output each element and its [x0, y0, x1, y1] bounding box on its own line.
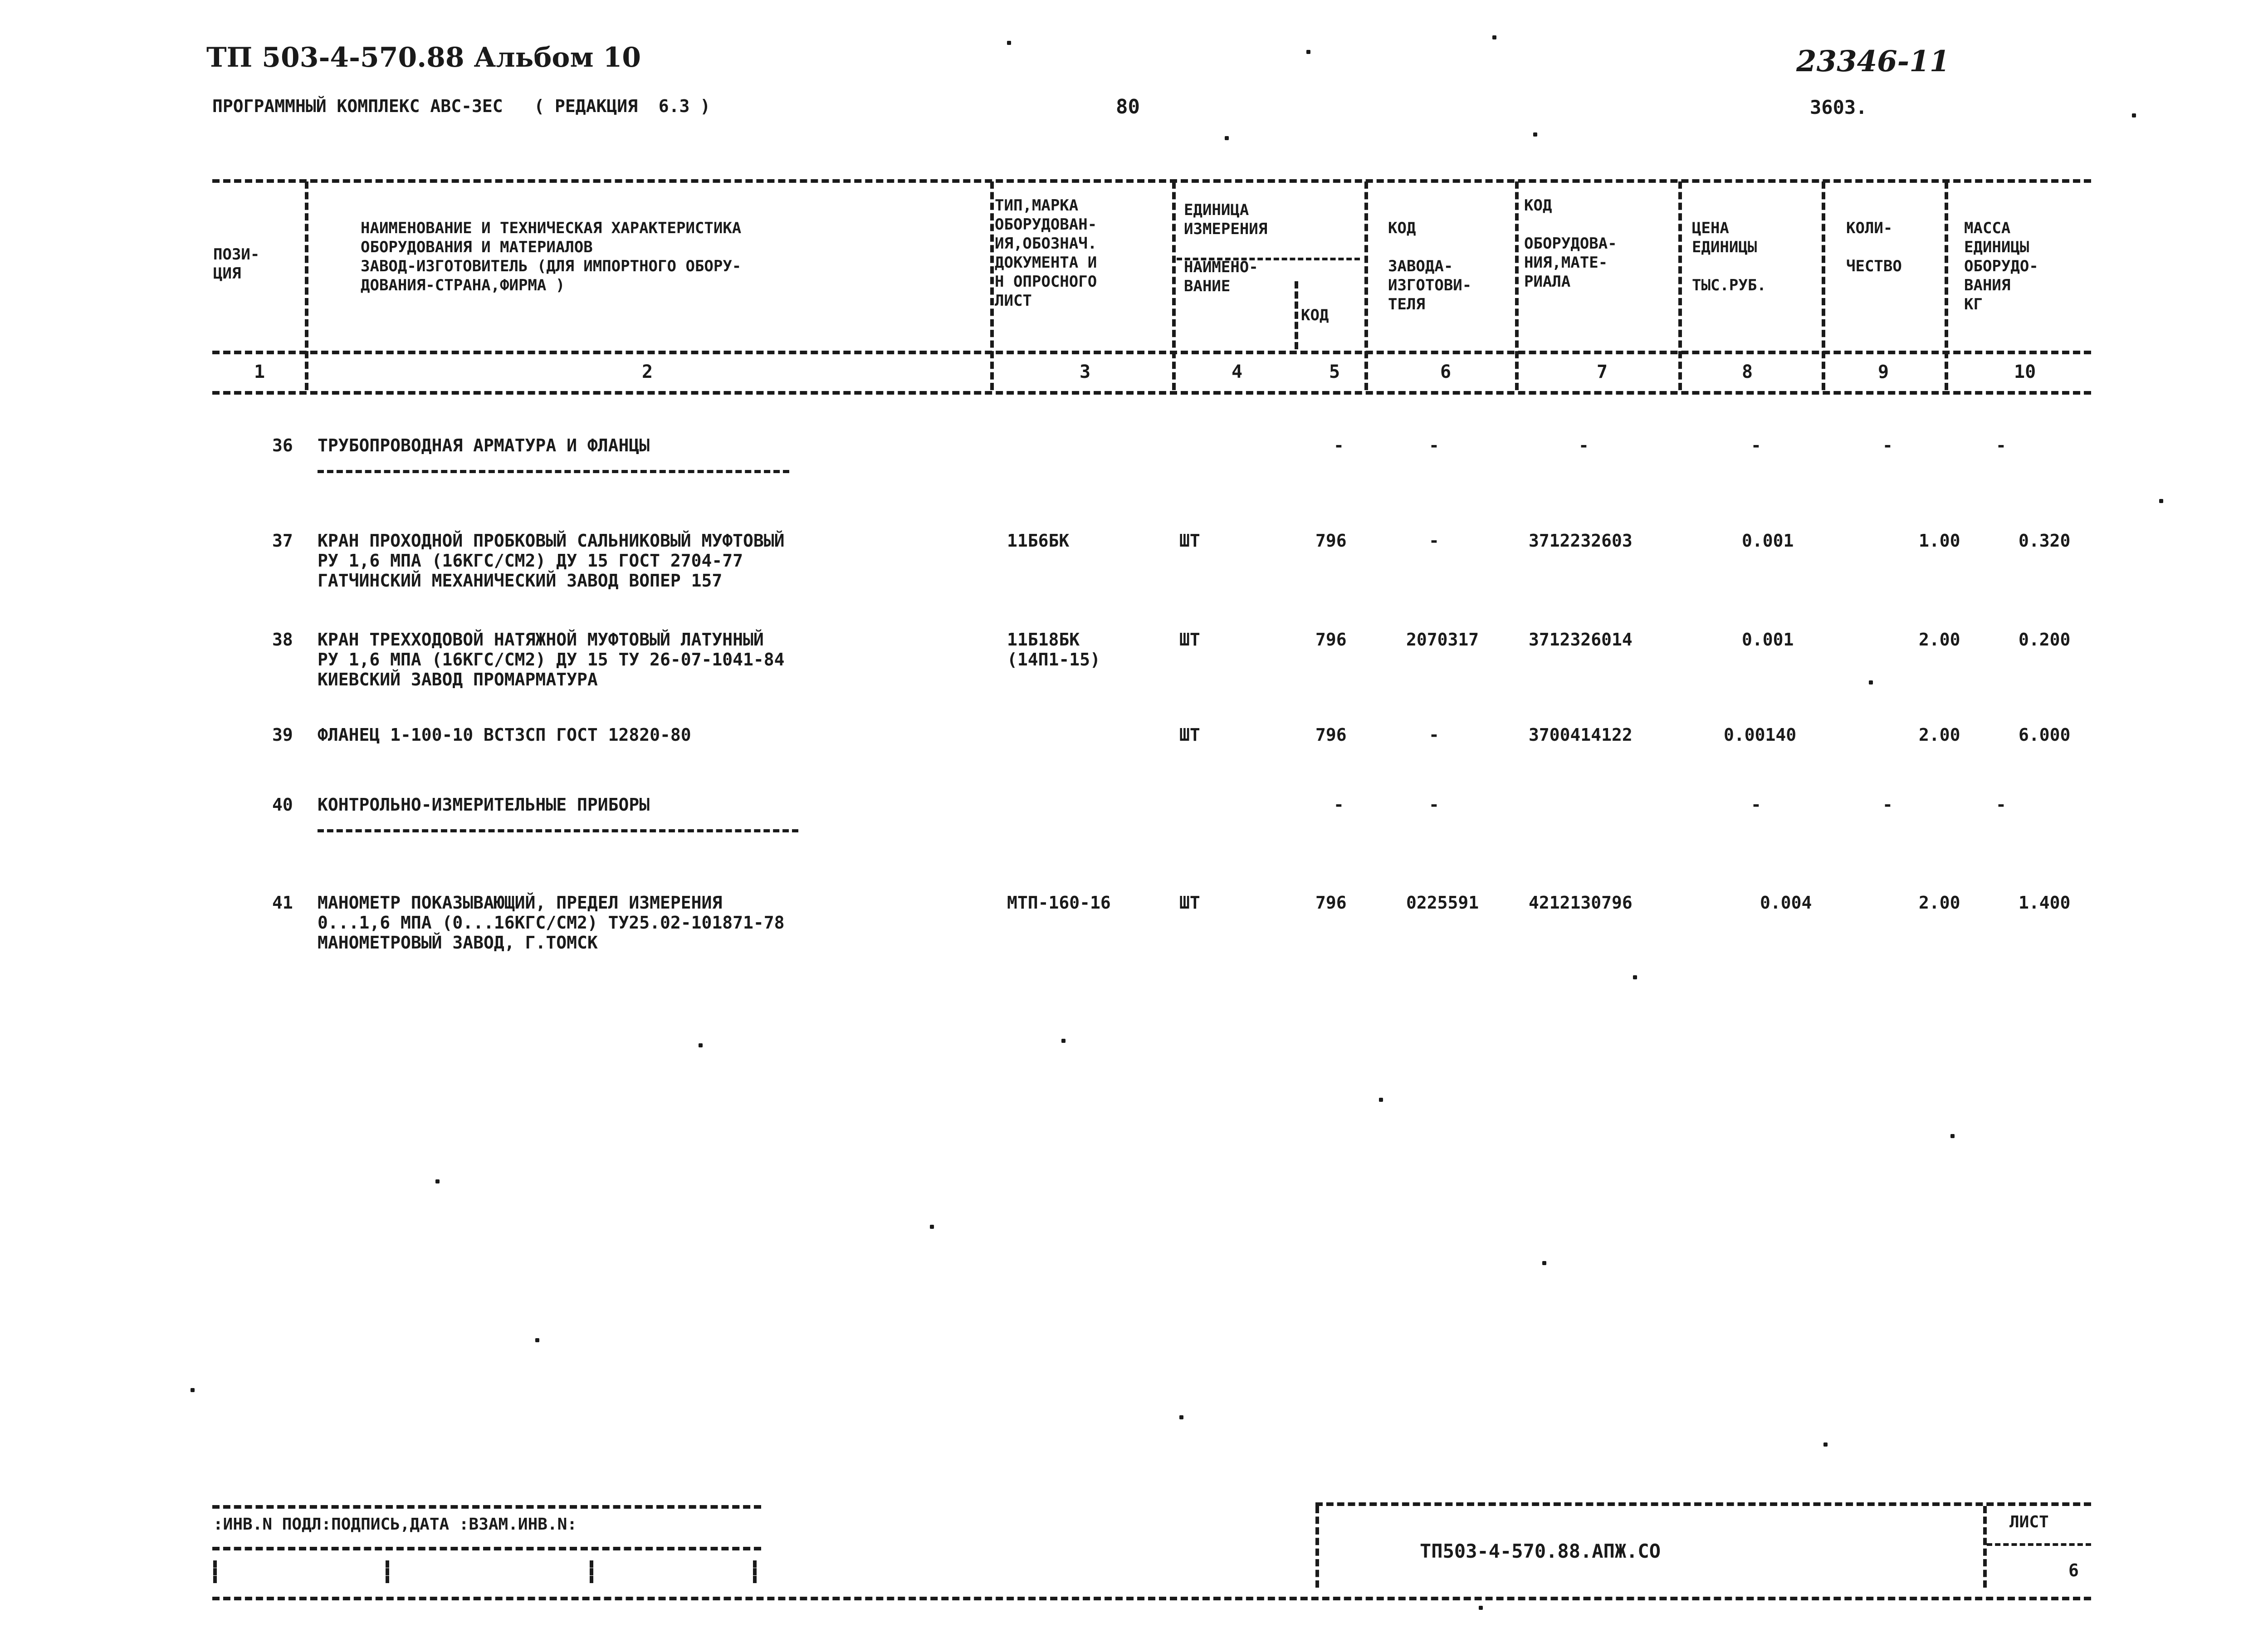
scan-speck — [1179, 1415, 1183, 1419]
header-mass: МАССА ЕДИНИЦЫ ОБОРУДО- ВАНИЯ КГ — [1964, 219, 2038, 313]
stamp-left-mid-rule — [212, 1547, 761, 1550]
column-number: 4 — [1232, 362, 1243, 382]
scan-speck — [435, 1179, 440, 1183]
column-number: 9 — [1878, 362, 1889, 382]
title-block-doc-code: ТП503-4-570.88.АПЖ.СО — [1420, 1540, 1661, 1562]
stamp-left-header: :ИНВ.N ПОДЛ:ПОДПИСЬ,ДАТА :ВЗАМ.ИНВ.N: — [213, 1515, 577, 1534]
stamp-left-top-rule — [212, 1505, 761, 1509]
row-equip-code: 3712326014 — [1529, 630, 1633, 650]
scan-speck — [191, 1388, 195, 1392]
col-sep-2 — [990, 181, 994, 390]
row-name: КРАН ТРЕХХОДОВОЙ НАТЯЖНОЙ МУФТОВЫЙ ЛАТУННЫЙ РУ 1,6 МПА (16КГС/СМ2) ДУ 15 ТУ 26-07-1041-84 КИЕВСКИЙ ЗАВОД ПРОМАРМАТУРА — [318, 630, 785, 689]
scan-speck — [1225, 136, 1229, 140]
sheet-code: 3603. — [1810, 96, 1867, 118]
section-position: 36 — [272, 435, 293, 455]
scan-speck — [2132, 113, 2136, 117]
row-qty: 2.00 — [1919, 630, 1960, 650]
row-position: 41 — [272, 893, 293, 913]
scan-speck — [2159, 499, 2163, 503]
document-code: ТП 503-4-570.88 Альбом 10 — [206, 42, 641, 73]
section-dash: - — [1334, 795, 1344, 815]
section-dash: - — [1996, 795, 2006, 815]
row-plant-code: - — [1429, 531, 1439, 551]
scan-speck — [1533, 132, 1537, 137]
scan-speck — [1492, 35, 1496, 39]
col-sep-6 — [1678, 181, 1682, 390]
row-mass: 1.400 — [2019, 893, 2071, 913]
row-mass: 0.320 — [2019, 531, 2071, 551]
stamp-left-sep — [590, 1560, 593, 1583]
section-dash: - — [1334, 435, 1344, 455]
section-dash: - — [1882, 435, 1893, 455]
stamp-left-sep — [753, 1560, 757, 1583]
scan-speck — [699, 1043, 703, 1047]
col-sep-3 — [1172, 181, 1176, 390]
section-title: ТРУБОПРОВОДНАЯ АРМАТУРА И ФЛАНЦЫ — [318, 435, 650, 455]
header-unit: ЕДИНИЦА ИЗМЕРЕНИЯ НАИМЕНО- ВАНИЕ — [1184, 201, 1268, 295]
scan-speck — [1633, 975, 1637, 979]
row-type: 11Б18БК (14П1-15) — [1007, 630, 1100, 670]
row-type: МТП-160-16 — [1007, 893, 1111, 913]
col-sep-1 — [305, 181, 308, 390]
column-number: 10 — [2014, 362, 2036, 382]
row-qty: 1.00 — [1919, 531, 1960, 551]
section-dash: - — [1751, 795, 1761, 815]
stamp-left-sep — [386, 1560, 389, 1583]
section-title: КОНТРОЛЬНО-ИЗМЕРИТЕЛЬНЫЕ ПРИБОРЫ — [318, 795, 650, 815]
row-unit: ШТ — [1179, 893, 1200, 913]
column-number: 5 — [1329, 362, 1340, 382]
scan-speck — [1823, 1442, 1828, 1447]
column-number: 1 — [254, 362, 265, 382]
scan-speck — [1869, 680, 1873, 684]
row-qty: 2.00 — [1919, 893, 1960, 913]
page-bottom-rule — [212, 1597, 2091, 1600]
row-unit-code: 796 — [1315, 630, 1347, 650]
scan-speck — [1061, 1039, 1066, 1043]
col-sep-5 — [1515, 181, 1519, 390]
row-equip-code: 4212130796 — [1529, 893, 1633, 913]
row-name: ФЛАНЕЦ 1-100-10 ВСТ3СП ГОСТ 12820-80 — [318, 725, 691, 745]
title-block-top-rule — [1315, 1502, 2091, 1506]
sheet-label: ЛИСТ — [2009, 1513, 2049, 1531]
section-underline — [318, 470, 789, 473]
row-qty: 2.00 — [1919, 725, 1960, 745]
row-unit: ШТ — [1179, 531, 1200, 551]
header-price: ЦЕНА ЕДИНИЦЫ ТЫС.РУБ. — [1692, 219, 1766, 294]
sheet-number: 6 — [2068, 1560, 2079, 1580]
col-sep-7 — [1822, 181, 1825, 390]
row-equip-code: 3700414122 — [1529, 725, 1633, 745]
row-price: 0.004 — [1760, 893, 1812, 913]
stamp-left-sep — [213, 1560, 217, 1583]
table-top-rule — [212, 179, 2091, 183]
header-name: НАИМЕНОВАНИЕ И ТЕХНИЧЕСКАЯ ХАРАКТЕРИСТИКА ОБОРУДОВАНИЯ И МАТЕРИАЛОВ ЗАВОД-ИЗГОТОВИТЕЛЬ (ДЛЯ ИМПОРТНОГО ОБОРУ- ДОВАНИЯ-СТРАНА,ФИРМА ) — [361, 219, 742, 294]
row-type: 11Б6БК — [1007, 531, 1070, 551]
row-unit-code: 796 — [1315, 893, 1347, 913]
scan-speck — [1479, 1606, 1483, 1610]
scan-speck — [1306, 50, 1310, 54]
row-position: 37 — [272, 531, 293, 551]
row-unit-code: 796 — [1315, 531, 1347, 551]
title-block-left-edge — [1315, 1506, 1319, 1588]
column-number: 3 — [1080, 362, 1091, 382]
row-plant-code: - — [1429, 725, 1439, 745]
program-line: ПРОГРАММНЫЙ КОМПЛЕКС АВС-ЗЕС ( РЕДАКЦИЯ 6.3 ) — [212, 96, 711, 116]
scan-speck — [1379, 1098, 1383, 1102]
row-plant-code: 0225591 — [1406, 893, 1479, 913]
section-dash: - — [1996, 435, 2006, 455]
column-number: 2 — [642, 362, 653, 382]
row-mass: 0.200 — [2019, 630, 2071, 650]
row-name: МАНОМЕТР ПОКАЗЫВАЮЩИЙ, ПРЕДЕЛ ИЗМЕРЕНИЯ 0...1,6 МПА (0...16КГС/СМ2) ТУ25.02-101871-78 МАНОМЕТРОВЫЙ ЗАВОД, Г.ТОМСК — [318, 893, 785, 953]
row-name: КРАН ПРОХОДНОЙ ПРОБКОВЫЙ САЛЬНИКОВЫЙ МУФТОВЫЙ РУ 1,6 МПА (16КГС/СМ2) ДУ 15 ГОСТ 2704-77 ГАТЧИНСКИЙ МЕХАНИЧЕСКИЙ ЗАВОД ВОПЕР 157 — [318, 531, 785, 591]
scan-speck — [1007, 41, 1011, 45]
header-position: ПОЗИ- ЦИЯ — [213, 245, 260, 283]
handwritten-number: 23346-11 — [1796, 44, 1950, 78]
header-unit-code: КОД — [1301, 306, 1329, 324]
section-dash: - — [1751, 435, 1761, 455]
header-plant-code: КОД ЗАВОДА- ИЗГОТОВИ- ТЕЛЯ — [1388, 219, 1472, 313]
row-position: 39 — [272, 725, 293, 745]
row-position: 38 — [272, 630, 293, 650]
section-dash: - — [1579, 435, 1589, 455]
page-mark: 80 — [1116, 95, 1140, 118]
header-type: ТИП,МАРКА ОБОРУДОВАН- ИЯ,ОБОЗНАЧ. ДОКУМЕНТА И Н ОПРОСНОГО ЛИСТ — [995, 196, 1097, 310]
row-unit: ШТ — [1179, 630, 1200, 650]
header-qty: КОЛИ- ЧЕСТВО — [1846, 219, 1902, 275]
scan-speck — [1950, 1134, 1955, 1138]
column-number: 8 — [1742, 362, 1753, 382]
row-plant-code: 2070317 — [1406, 630, 1479, 650]
col-sep-4 — [1364, 181, 1368, 390]
row-equip-code: 3712232603 — [1529, 531, 1633, 551]
scan-speck — [1542, 1261, 1546, 1265]
scan-speck — [930, 1225, 934, 1229]
scan-speck — [535, 1338, 539, 1342]
column-number: 7 — [1597, 362, 1608, 382]
row-price: 0.001 — [1742, 531, 1794, 551]
col-sep-8 — [1945, 181, 1948, 390]
column-numbers-rule — [212, 391, 2091, 395]
row-unit: ШТ — [1179, 725, 1200, 745]
row-mass: 6.000 — [2019, 725, 2071, 745]
row-price: 0.00140 — [1724, 725, 1797, 745]
section-dash: - — [1429, 435, 1439, 455]
title-block-sep — [1983, 1506, 1987, 1588]
header-equip-code: КОД ОБОРУДОВА- НИЯ,МАТЕ- РИАЛА — [1524, 196, 1617, 291]
column-number: 6 — [1440, 362, 1452, 382]
section-dash: - — [1429, 795, 1439, 815]
row-price: 0.001 — [1742, 630, 1794, 650]
section-dash: - — [1882, 795, 1893, 815]
row-unit-code: 796 — [1315, 725, 1347, 745]
section-underline — [318, 829, 798, 832]
sheet-cell-rule — [1987, 1543, 2091, 1546]
header-bottom-rule — [212, 351, 2091, 354]
section-position: 40 — [272, 795, 293, 815]
